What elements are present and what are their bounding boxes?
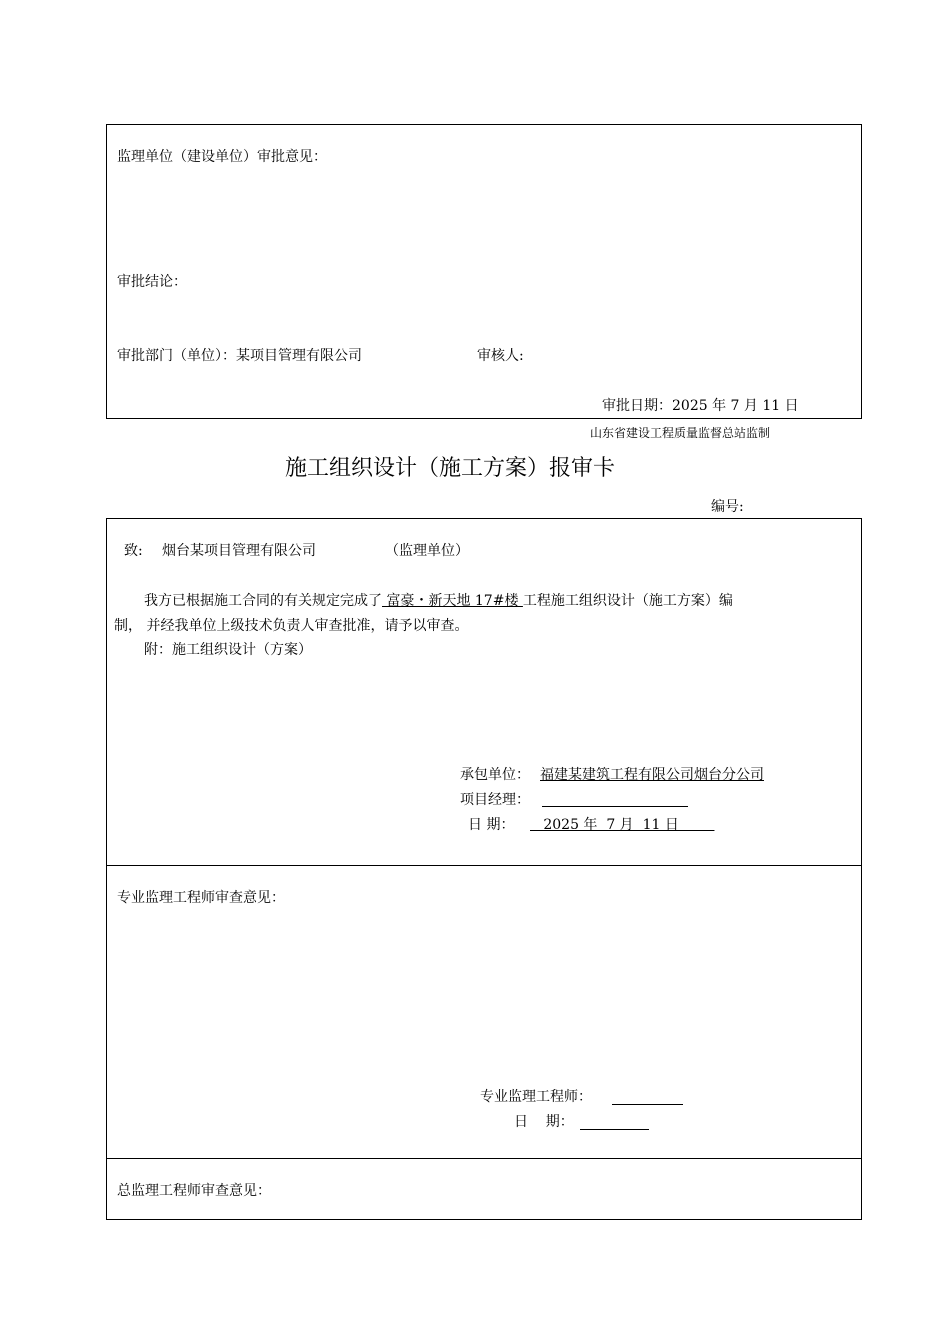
row-divider-1 — [106, 865, 862, 866]
engineer-label: 专业监理工程师： — [480, 1089, 592, 1105]
number-label: 编号: — [711, 499, 744, 515]
chief-engineer-opinion-label: 总监理工程师审查意见： — [117, 1183, 271, 1199]
engineer-opinion-label: 专业监理工程师审查意见： — [117, 890, 285, 906]
section2-date-blank — [580, 1129, 649, 1130]
approval-date: 审批日期：2025 年 7 月 11 日 — [602, 398, 799, 414]
page-title: 施工组织设计（施工方案）报审卡 — [285, 456, 616, 481]
supervisor-note: 山东省建设工程质量监督总站监制 — [590, 426, 771, 440]
contractor-label: 承包单位： — [460, 767, 530, 783]
approval-box — [106, 124, 862, 419]
paragraph-start: 我方已根据施工合同的有关规定完成了 — [144, 593, 382, 609]
paragraph-mid: 工程施工组织设计（施工方案）编 — [522, 593, 733, 609]
project-name: 富豪・新天地 17#楼 — [382, 593, 523, 609]
reviewer-label: 审核人: — [477, 348, 524, 364]
to-suffix: （监理单位） — [385, 543, 469, 559]
paragraph-line-1 — [144, 592, 733, 610]
engineer-signature-blank — [612, 1104, 683, 1105]
project-manager-label: 项目经理： — [460, 792, 530, 808]
project-manager-blank — [542, 806, 688, 807]
contractor-value: 福建某建筑工程有限公司烟台分公司 — [540, 767, 764, 783]
approval-conclusion-label: 审批结论： — [117, 274, 187, 290]
approval-department: 审批部门（单位）：某项目管理有限公司 — [117, 348, 362, 364]
attachment-label: 附：施工组织设计（方案） — [144, 642, 312, 658]
section1-date-label: 日 期： — [468, 817, 515, 833]
approval-opinion-label: 监理单位（建设单位）审批意见： — [117, 149, 327, 165]
section1-date-value: 2025 年 7 月 11 日 — [530, 817, 715, 833]
to-label: 致: — [124, 543, 143, 559]
to-company: 烟台某项目管理有限公司 — [162, 543, 316, 559]
section2-date-label: 日 期： — [514, 1114, 574, 1130]
paragraph-line-2: 制， 并经我单位上级技术负责人审查批准，请予以审查。 — [114, 618, 469, 634]
row-divider-2 — [106, 1158, 862, 1159]
